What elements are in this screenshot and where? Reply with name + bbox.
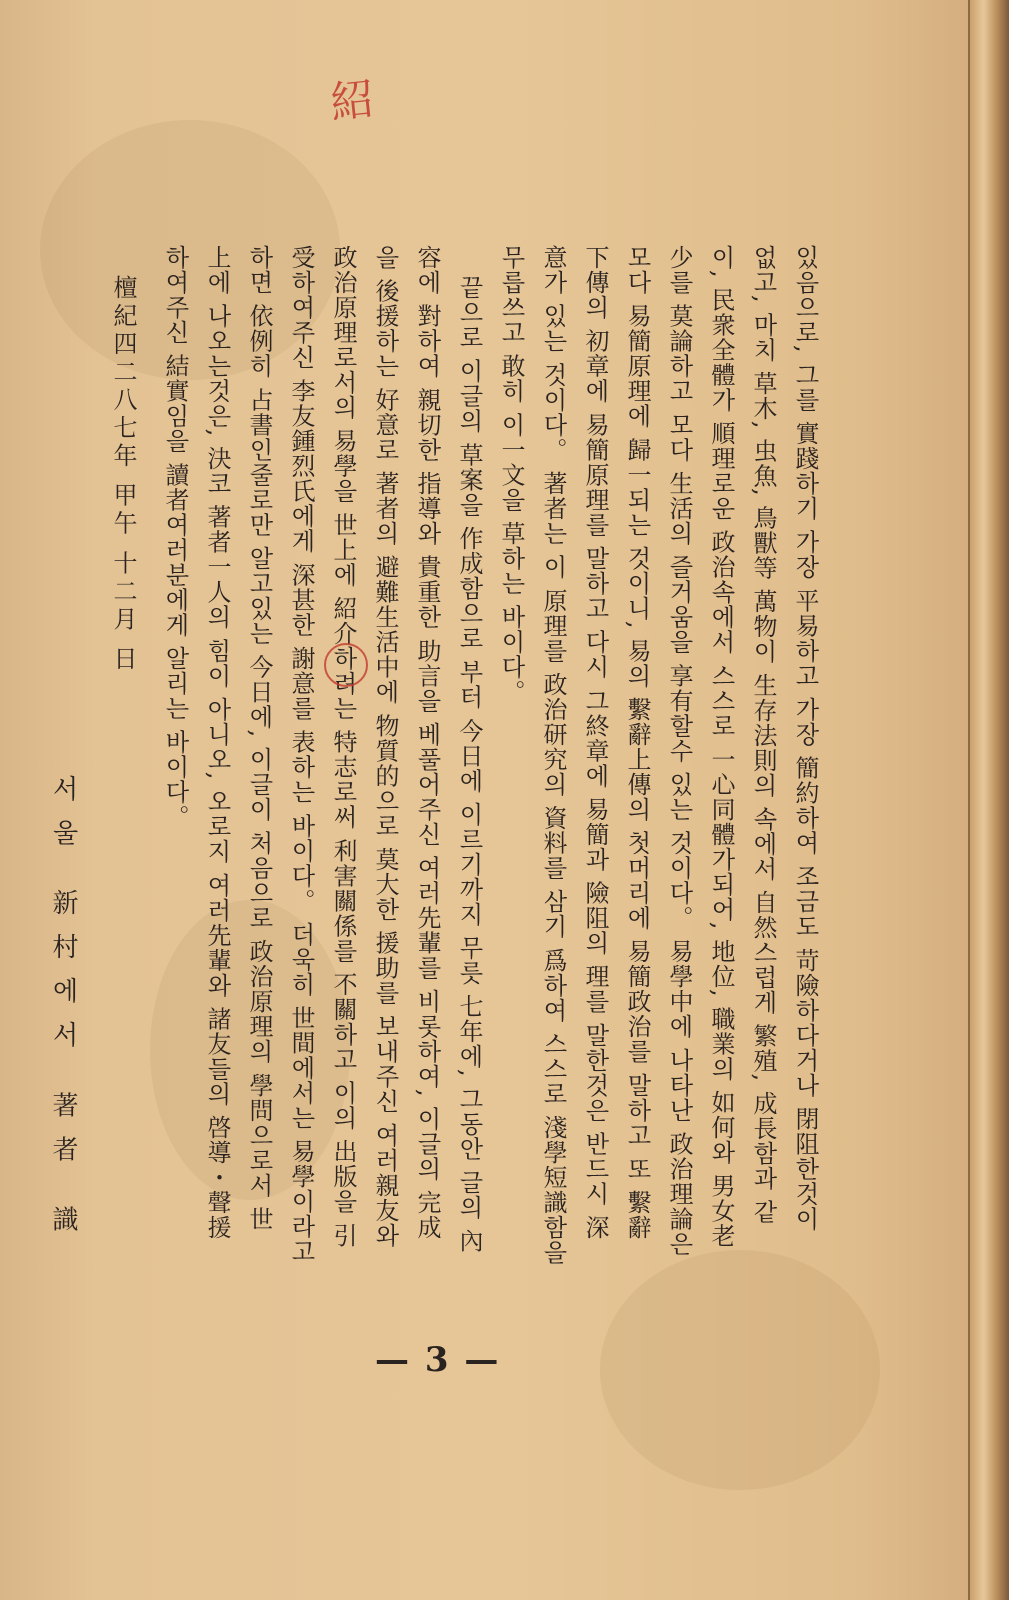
text-column: 少를 莫論하고 모다 生活의 즐거움을 享有할수 있는 것이다。 易學中에 나타난 政治理論은 [665,245,693,1257]
date-line: 檀紀四二八七年 甲午 十二月 日 [109,275,137,674]
text-column: 무릅쓰고 敢히 이一文을 草하는 바이다。 [497,245,525,705]
author-signature: 서울 新村에서 著者 識 [48,775,78,1250]
book-spine [970,0,1009,1600]
text-column: 意가 있는 것이다。 著者는 이 原理를 政治研究의 資料를 삼기 爲하여 스스로 淺學短識함을 [539,245,567,1265]
text-column: 하여주신 結實임을 讀者여러분에게 알리는 바이다。 [161,245,189,830]
text-column: 을 後援하는 好意로 著者의 避難生活中에 物質的으로 莫大한 援助를 보내주신 여러親友와 [371,245,399,1248]
handwritten-mark: 紹 [327,73,380,130]
text-column: 모다 易簡原理에 歸一되는 것이니, 易의 繫辭上傳의 첫머리에 易簡政治를 말하고 또 繫辭 [623,245,651,1240]
text-column: 끝으로 이글의 草案을 作成함으로 부터 今日에 이르기까지 무릇 七年에, 그동안 글의 內 [455,275,483,1254]
page-number: — 3 — [375,1340,501,1380]
text-column: 下傳의 初章에 易簡原理를 말하고 다시 그終章에 易簡과 險阻의 理를 말한것은 반드시 深 [581,245,609,1240]
paper-stain [600,1250,880,1490]
text-column: 受하여주신 李友鍾烈氏에게 深甚한 謝意를 表하는 바이다。 더욱히 世間에서는 易學이라고 [287,245,315,1265]
text-column: 이, 民衆全體가 順理로운 政治속에서 스스로 一心同體가되어, 地位, 職業의 如何와 男女老 [707,245,735,1249]
text-column: 上에 나오는것은, 決코 著者一人의 힘이 아니오, 오로지 여러先輩와 諸友들의 啓導・聲援 [203,245,231,1240]
text-column: 政治原理로서의 易學을 世上에 紹介하려는 特志로써 利害關係를 不關하고 이의 出版을 引 [329,245,357,1248]
text-column: 있음으로, 그를 實踐하기 가장 平易하고 가장 簡約하여 조금도 苛險하다거나 閉阻한것이 [791,245,819,1232]
text-column: 容에 對하여 親切한 指導와 貴重한 助言을 베풀어주신 여러先輩를 비롯하여, 이글의 完成 [413,245,441,1240]
text-column: 하면 依例히 占書인줄로만 알고있는 今日에, 이글이 처음으로 政治原理의 學問으로서 世 [245,245,273,1232]
text-column: 없고, 마치 草木, 虫魚, 鳥獸等 萬物이 生存法則의 속에서 自然스럽게 繁殖, 成長함과 같 [749,245,777,1225]
red-circle-mark [324,643,368,687]
